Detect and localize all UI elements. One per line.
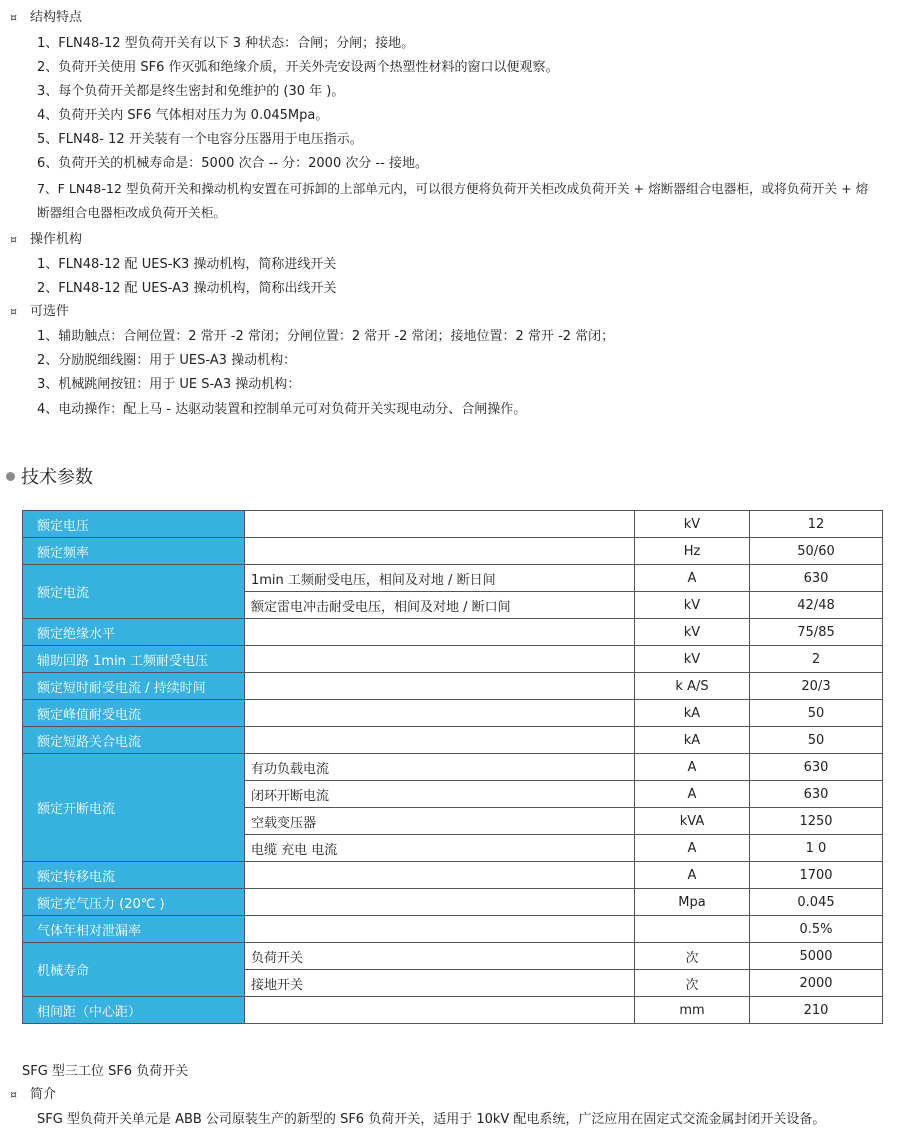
unit-cell (635, 916, 750, 943)
unit-cell: A (635, 565, 750, 592)
condition-cell (245, 916, 635, 943)
bullet-icon: ¤ (10, 1088, 17, 1101)
dot-bullet-icon (6, 472, 15, 481)
value-cell: 1700 (750, 862, 883, 889)
table-row (23, 646, 883, 673)
table-row (23, 673, 883, 700)
unit-cell: A (635, 862, 750, 889)
list-item: 7、F LN48-12 型负荷开关和操动机构安置在可拆卸的上部单元内，可以很方便将负荷开关柜改成负荷开关 + 熔断器组合电器柜，或将负荷开关 + 熔断器组合电器柜改成负荷开关柜。 (37, 181, 869, 220)
unit-cell: kV (635, 646, 750, 673)
unit-cell: kVA (635, 808, 750, 835)
param-name-cell: 气体年相对泄漏率 (23, 916, 245, 943)
unit-cell: kV (635, 619, 750, 646)
list-item: 1、FLN48-12 型负荷开关有以下 3 种状态：合闸；分闸；接地。 (37, 36, 415, 51)
value-cell: 12 (750, 511, 883, 538)
list-item: 5、FLN48- 12 开关装有一个电容分压器用于电压指示。 (37, 132, 363, 147)
condition-cell (245, 727, 635, 754)
param-name-cell: 额定电压 (23, 511, 245, 538)
unit-cell: Mpa (635, 889, 750, 916)
section-heading-options: ¤ 可选件 (10, 302, 69, 322)
unit-cell: kV (635, 592, 750, 619)
unit-cell: mm (635, 997, 750, 1024)
table-row (23, 619, 883, 646)
condition-cell (245, 673, 635, 700)
list-item: 6、负荷开关的机械寿命是：5000 次合 -- 分：2000 次分 -- 接地。 (37, 156, 428, 171)
condition-cell (245, 646, 635, 673)
condition-cell: 1min 工频耐受电压，相间及对地 / 断日间 (245, 565, 635, 592)
param-name-cell: 辅助回路 1min 工频耐受电压 (23, 646, 245, 673)
value-cell: 75/85 (750, 619, 883, 646)
condition-cell: 电缆 充电 电流 (245, 835, 635, 862)
value-cell: 0.5% (750, 916, 883, 943)
condition-cell (245, 997, 635, 1024)
value-cell: 1 0 (750, 835, 883, 862)
condition-cell (245, 889, 635, 916)
table-row (23, 997, 883, 1024)
param-name-cell: 额定电流 (23, 565, 245, 619)
condition-cell (245, 862, 635, 889)
list-item: 2、FLN48-12 配 UES-A3 操动机构，简称出线开关 (37, 281, 337, 296)
table-row (23, 916, 883, 943)
unit-cell: 次 (635, 943, 750, 970)
condition-cell: 闭环开断电流 (245, 781, 635, 808)
value-cell: 50 (750, 700, 883, 727)
bullet-icon: ¤ (10, 305, 17, 318)
list-item: 3、机械跳闸按钮：用于 UE S-A3 操动机构： (37, 377, 301, 392)
bullet-icon: ¤ (10, 11, 17, 24)
section-heading-structure: ¤ 结构特点 (10, 8, 82, 28)
list-item: 1、辅助触点：合闸位置：2 常开 -2 常闭；分闸位置：2 常开 -2 常闭；接地位置：2 常开 -2 常闭； (37, 329, 615, 344)
value-cell: 2000 (750, 970, 883, 997)
condition-cell (245, 619, 635, 646)
list-item: 2、负荷开关使用 SF6 作灭弧和绝缘介质，开关外壳安设两个热塑性材料的窗口以便观察。 (37, 60, 559, 75)
table-row (23, 754, 883, 781)
param-name-cell: 额定绝缘水平 (23, 619, 245, 646)
value-cell: 20/3 (750, 673, 883, 700)
param-name-cell: 额定充气压力 (20℃ ) (23, 889, 245, 916)
param-name-cell: 额定频率 (23, 538, 245, 565)
spec-table (22, 510, 883, 1024)
param-name-cell: 机械寿命 (23, 943, 245, 997)
tech-params-heading: 技术参数 (6, 462, 93, 494)
list-item: 4、负荷开关内 SF6 气体相对压力为 0.045Mpa。 (37, 108, 329, 123)
param-name-cell: 额定开断电流 (23, 754, 245, 862)
param-name-cell: 额定短时耐受电流 / 持续时间 (23, 673, 245, 700)
param-name-cell: 额定短路关合电流 (23, 727, 245, 754)
bullet-icon: ¤ (10, 233, 17, 246)
table-row (23, 565, 883, 592)
table-row (23, 943, 883, 970)
table-row (23, 862, 883, 889)
unit-cell: A (635, 835, 750, 862)
value-cell: 630 (750, 565, 883, 592)
value-cell: 1250 (750, 808, 883, 835)
unit-cell: kV (635, 511, 750, 538)
table-row (23, 538, 883, 565)
list-item: 1、FLN48-12 配 UES-K3 操动机构，简称进线开关 (37, 257, 337, 272)
table-row (23, 889, 883, 916)
section-heading-intro: ¤ 简介 (10, 1085, 56, 1105)
list-item: 2、分励脱细线圈：用于 UES-A3 操动机构： (37, 353, 297, 368)
condition-cell: 接地开关 (245, 970, 635, 997)
unit-cell: A (635, 754, 750, 781)
intro-text: SFG 型负荷开关单元是 ABB 公司原装生产的新型的 SF6 负荷开关，适用于 10kV 配电系统，广泛应用在固定式交流金属封闭开关设备。 (37, 1112, 826, 1127)
condition-cell: 空载变压器 (245, 808, 635, 835)
condition-cell: 有功负载电流 (245, 754, 635, 781)
unit-cell: A (635, 781, 750, 808)
unit-cell: k A/S (635, 673, 750, 700)
unit-cell: kA (635, 700, 750, 727)
value-cell: 50 (750, 727, 883, 754)
value-cell: 5000 (750, 943, 883, 970)
condition-cell (245, 700, 635, 727)
table-row (23, 700, 883, 727)
value-cell: 210 (750, 997, 883, 1024)
unit-cell: Hz (635, 538, 750, 565)
condition-cell: 额定雷电冲击耐受电压，相间及对地 / 断口间 (245, 592, 635, 619)
condition-cell (245, 511, 635, 538)
param-name-cell: 相间距（中心距） (23, 997, 245, 1024)
condition-cell: 负荷开关 (245, 943, 635, 970)
table-row (23, 727, 883, 754)
value-cell: 630 (750, 754, 883, 781)
section-heading-mechanism: ¤ 操作机构 (10, 230, 82, 250)
table-row (23, 511, 883, 538)
value-cell: 0.045 (750, 889, 883, 916)
value-cell: 630 (750, 781, 883, 808)
product-title: SFG 型三工位 SF6 负荷开关 (22, 1064, 189, 1079)
param-name-cell: 额定转移电流 (23, 862, 245, 889)
value-cell: 2 (750, 646, 883, 673)
value-cell: 42/48 (750, 592, 883, 619)
list-item: 4、电动操作：配上马 - 达驱动装置和控制单元可对负荷开关实现电动分、合闸操作。 (37, 402, 527, 417)
param-name-cell: 额定峰值耐受电流 (23, 700, 245, 727)
condition-cell (245, 538, 635, 565)
unit-cell: 次 (635, 970, 750, 997)
list-item: 3、每个负荷开关都是终生密封和免维护的 (30 年 )。 (37, 84, 345, 99)
unit-cell: kA (635, 727, 750, 754)
value-cell: 50/60 (750, 538, 883, 565)
